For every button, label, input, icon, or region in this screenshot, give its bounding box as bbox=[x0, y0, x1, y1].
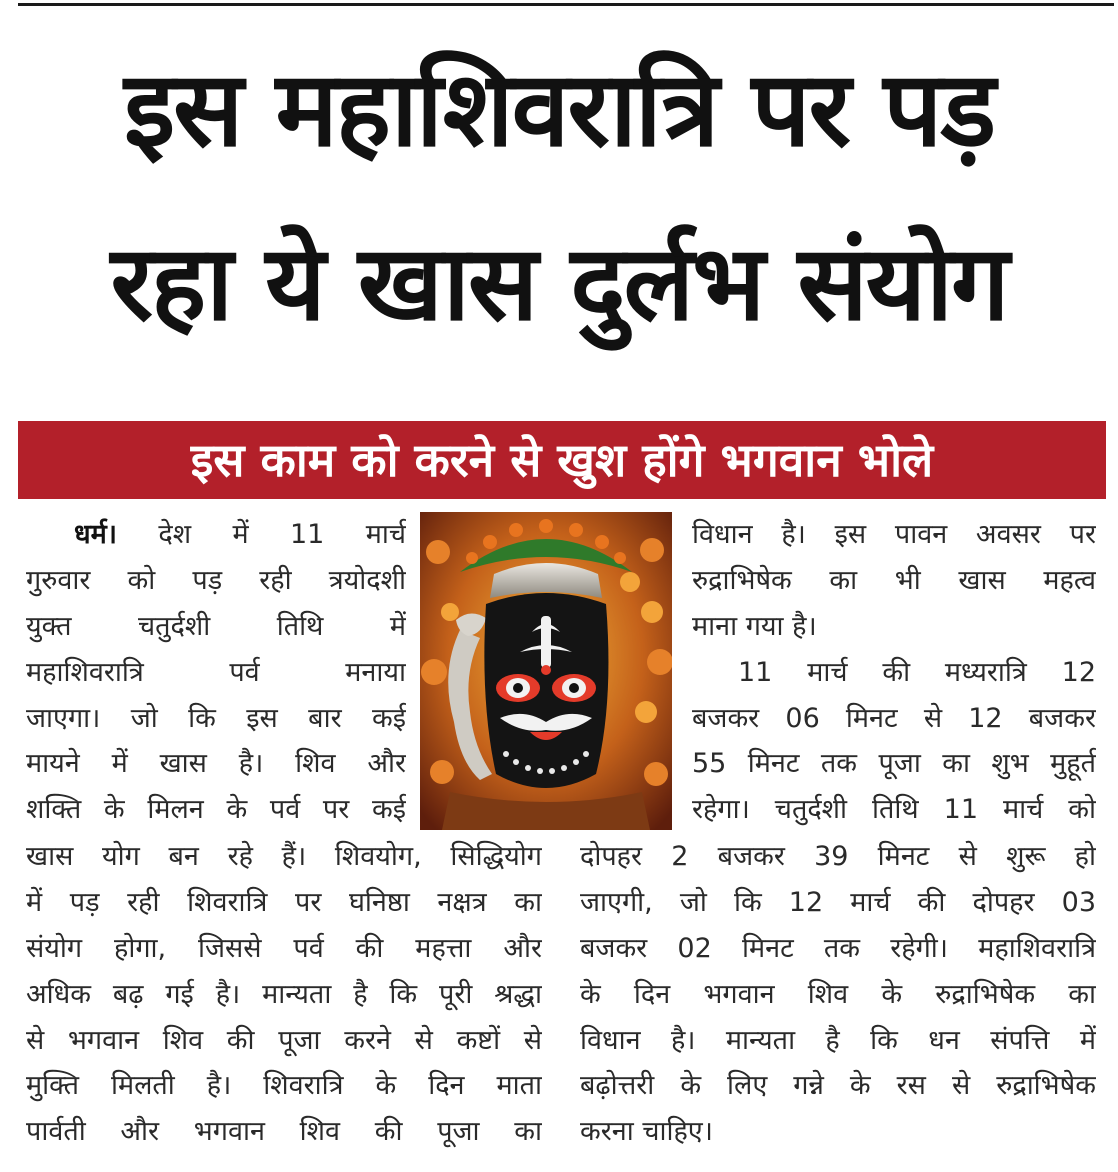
article-line: अधिक बढ़ गई है। मान्यता है कि पूरी श्रद्धा bbox=[26, 978, 542, 1010]
article-line: बढ़ोत्तरी के लिए गन्ने के रस से रुद्राभिषेक bbox=[580, 1070, 1096, 1102]
article-line: गुरुवार को पड़ रही त्रयोदशी bbox=[26, 564, 406, 596]
article-line: रहेगा। चतुर्दशी तिथि 11 मार्च को bbox=[692, 794, 1096, 826]
headline-line-2: रहा ये खास दुर्लभ संयोग bbox=[110, 222, 1008, 344]
article-line: जाएगा। जो कि इस बार कई bbox=[26, 702, 406, 734]
article-line: महाशिवरात्रि पर्व मनाया bbox=[26, 656, 406, 688]
article-line-text: देश में 11 मार्च bbox=[116, 519, 406, 550]
article-line: खास योग बन रहे हैं। शिवयोग, सिद्धियोग bbox=[26, 841, 542, 872]
article-column-right-bottom bbox=[580, 834, 1096, 1155]
article-line: शक्ति के मिलन के पर्व पर कई bbox=[26, 794, 406, 826]
article-line: बजकर 02 मिनट तक रहेगी। महाशिवरात्रि bbox=[580, 932, 1096, 964]
article-line: संयोग होगा, जिससे पर्व की महत्ता और bbox=[26, 932, 542, 964]
article-line: विधान है। मान्यता है कि धन संपत्ति में bbox=[580, 1024, 1096, 1056]
article-dateline: धर्म। bbox=[74, 519, 117, 550]
article-line bbox=[26, 512, 406, 558]
article-line: विधान है। इस पावन अवसर पर bbox=[692, 519, 1096, 550]
article-column-left-top bbox=[26, 512, 406, 833]
article-line: माना गया है। bbox=[692, 610, 817, 642]
article-line: रुद्राभिषेक का भी खास महत्व bbox=[692, 564, 1096, 596]
article-line: पार्वती और भगवान शिव की पूजा का bbox=[26, 1116, 542, 1148]
article-line: के दिन भगवान शिव के रुद्राभिषेक का bbox=[580, 978, 1096, 1010]
article-line: 55 मिनट तक पूजा का शुभ मुहूर्त bbox=[692, 748, 1096, 780]
subheadline-text: इस काम को करने से खुश होंगे भगवान भोले bbox=[190, 433, 934, 487]
subheadline-banner bbox=[18, 421, 1106, 499]
article-line: 11 मार्च की मध्यरात्रि 12 bbox=[738, 656, 1096, 688]
article-line: युक्त चतुर्दशी तिथि में bbox=[26, 610, 406, 642]
article-line: से भगवान शिव की पूजा करने से कष्टों से bbox=[26, 1024, 542, 1056]
article-line: बजकर 06 मिनट से 12 बजकर bbox=[692, 702, 1096, 734]
top-rule bbox=[18, 3, 1114, 6]
article-line: दोपहर 2 बजकर 39 मिनट से शुरू हो bbox=[580, 841, 1096, 872]
article-column-right-top bbox=[692, 512, 1096, 833]
article-line: मुक्ति मिलती है। शिवरात्रि के दिन माता bbox=[26, 1070, 542, 1102]
article-line: जाएगी, जो कि 12 मार्च की दोपहर 03 bbox=[580, 886, 1096, 918]
article-line: करना चाहिए। bbox=[580, 1116, 713, 1148]
article-line: मायने में खास है। शिव और bbox=[26, 748, 406, 780]
shiva-lingam-photo bbox=[420, 512, 672, 830]
headline-line-1: इस महाशिवरात्रि पर पड़ bbox=[124, 48, 994, 170]
article-column-left-bottom bbox=[26, 834, 542, 1155]
article-line: में पड़ रही शिवरात्रि पर घनिष्ठा नक्षत्र का bbox=[26, 886, 542, 918]
